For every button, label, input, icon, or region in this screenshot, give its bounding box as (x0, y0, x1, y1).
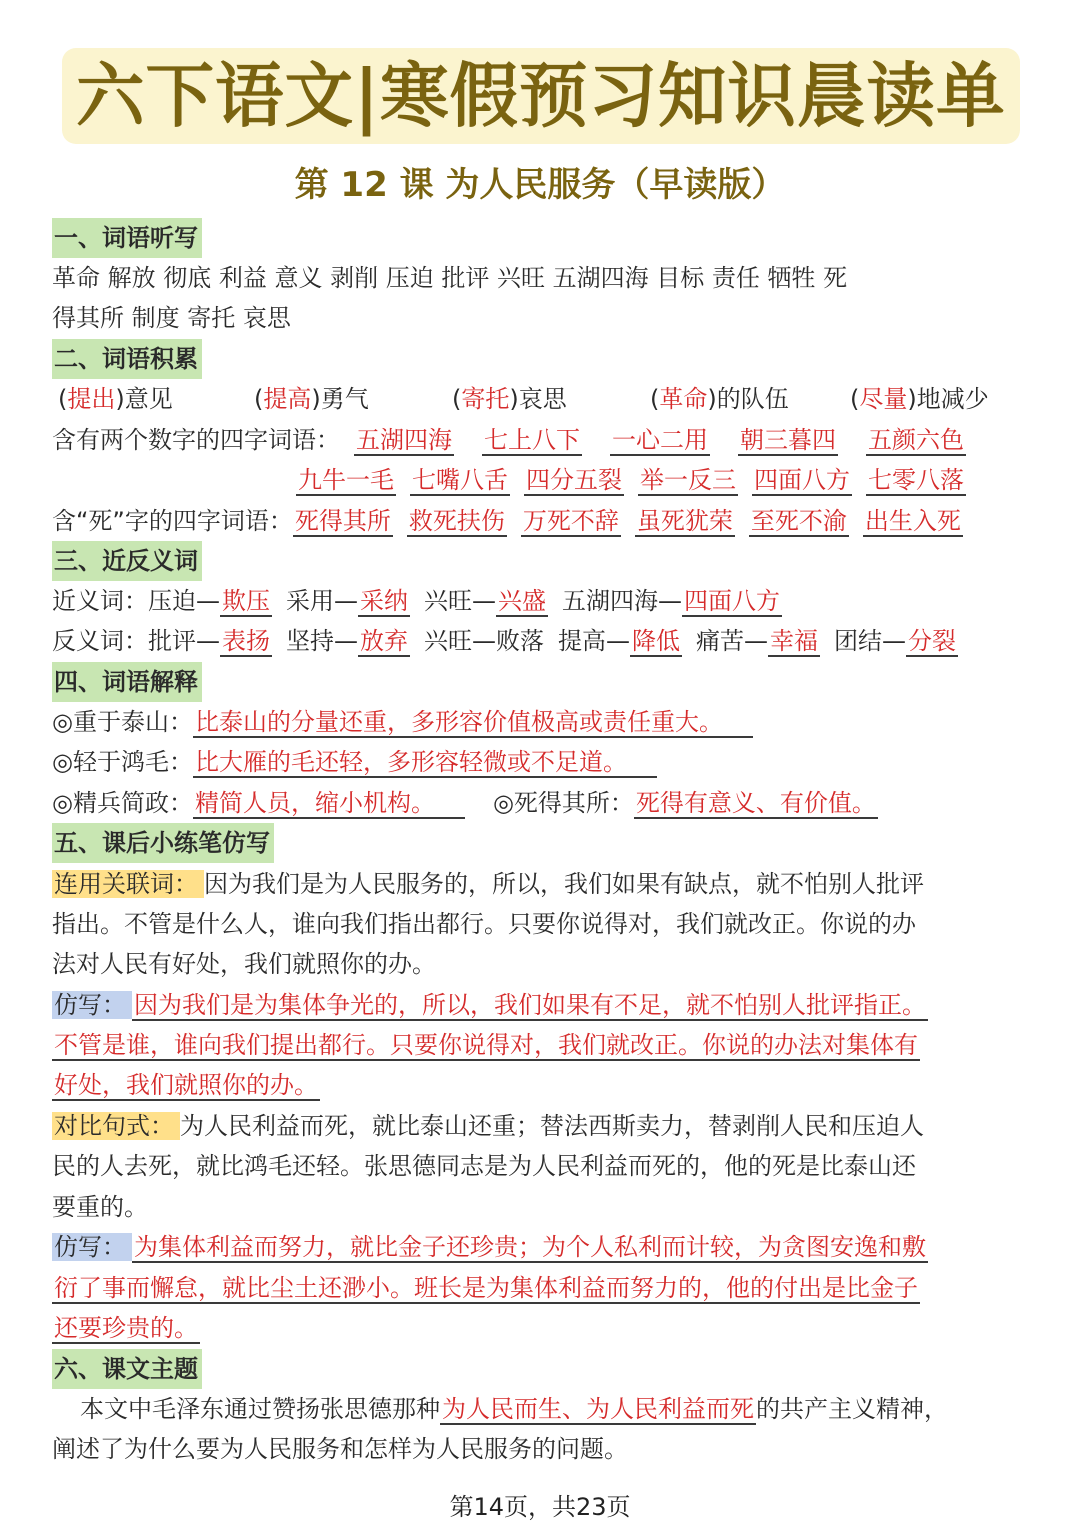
definition-answer: 比大雁的毛还轻，多形容轻微或不足道。 (193, 748, 657, 778)
section-5-heading-row (52, 823, 274, 863)
imitation-answer: 好处，我们就照你的办。 (54, 1071, 318, 1099)
example-text: 因为我们是为人民服务的，所以，我们如果有缺点，就不怕别人批评 (204, 870, 924, 898)
imitation-answer: 为集体利益而努力，就比金子还珍贵；为个人私利而计较，为贪图安逸和敷 (134, 1233, 926, 1261)
lianyong-tag: 连用关联词： (52, 870, 204, 898)
section-1-heading-row (52, 218, 202, 258)
idiom-answer: 九牛一毛 (298, 466, 394, 494)
imitation-1-line-2 (52, 1025, 920, 1065)
idiom-answer: 虽死犹荣 (636, 507, 733, 535)
section-heading: 一、词语听写 (52, 218, 202, 258)
synonym-answer: 采纳 (360, 587, 408, 615)
antonyms-label: 反义词： (52, 627, 148, 655)
imitation-tag: 仿写： (52, 1233, 132, 1261)
imitation-answer: 不管是谁，谁向我们提出都行。只要你说得对，我们就改正。你说的办法对集体有 (54, 1031, 918, 1059)
theme-text: 本文中毛泽东通过赞扬张思德那种 (80, 1395, 440, 1423)
imitation-1-line-3 (52, 1065, 320, 1105)
definition-term: ◎死得其所： (492, 789, 634, 817)
section-heading: 五、课后小练笔仿写 (52, 823, 274, 863)
idiom-answer: 万死不辞 (522, 507, 619, 535)
antonym-answer: 分裂 (908, 627, 956, 655)
dictation-words-line-2: 得其所 制度 寄托 哀思 (52, 304, 291, 332)
lianyong-line-1 (52, 864, 924, 904)
definition-row (52, 742, 657, 782)
antonym-given: 败落 (496, 627, 544, 655)
theme-line-2: 阐述了为什么要为人民服务和怎样为人民服务的问题。 (52, 1435, 628, 1463)
definition-term: ◎精兵简政： (52, 789, 193, 817)
section-6-heading-row (52, 1349, 202, 1389)
idiom-answer: 七零八落 (868, 466, 964, 494)
definition-answer: 比泰山的分量还重，多形容价值极高或责任重大。 (193, 708, 753, 738)
definition-row (52, 783, 878, 823)
fill-item: (尽量)地减少 (850, 385, 989, 413)
page-title: 六下语文|寒假预习知识晨读单 (76, 55, 1006, 137)
definition-answer: 死得有意义、有价值。 (635, 789, 876, 817)
idiom-answer: 出生入死 (864, 507, 961, 535)
idiom-answer: 七上八下 (484, 426, 580, 454)
imitation-1-line-1 (52, 985, 928, 1025)
synonyms-row: 近义词：压迫—欺压 采用—采纳 兴旺—兴盛 五湖四海—四面八方 (52, 587, 780, 615)
page-number: 第14页，共23页 (449, 1493, 631, 1521)
antonym-answer: 降低 (632, 627, 680, 655)
contrast-line-2: 民的人去死，就比鸿毛还轻。张思德同志是为人民利益而死的，他的死是比泰山还 (52, 1152, 916, 1180)
fill-item: (提出)意见 (58, 385, 173, 413)
idiom-answer: 至死不渝 (750, 507, 847, 535)
lianyong-line-3: 法对人民有好处，我们就照你的办。 (52, 950, 436, 978)
contrast-line-1 (52, 1106, 924, 1146)
number-idioms-row-1 (52, 420, 966, 460)
section-3-heading-row (52, 541, 202, 581)
imitation-2-line-3 (52, 1308, 200, 1348)
idiom-answer: 一心二用 (612, 426, 708, 454)
section-heading: 二、词语积累 (52, 339, 202, 379)
antonyms-row: 反义词：批评—表扬 坚持—放弃 兴旺—败落 提高—降低 痛苦—幸福 团结—分裂 (52, 627, 956, 655)
section-2-heading-row (52, 339, 202, 379)
imitation-tag: 仿写： (52, 991, 132, 1019)
synonym-answer: 兴盛 (498, 587, 546, 615)
definition-term: ◎轻于鸿毛： (52, 748, 193, 776)
imitation-answer: 因为我们是为集体争光的，所以，我们如果有不足，就不怕别人批评指正。 (134, 991, 926, 1019)
idiom-answer: 七嘴八舌 (412, 466, 508, 494)
lianyong-line-2: 指出。不管是什么人，谁向我们指出都行。只要你说得对，我们就改正。你说的办 (52, 910, 916, 938)
section-heading: 六、课文主题 (52, 1349, 202, 1389)
fill-item: (寄托)哀思 (452, 385, 567, 413)
section-4-heading-row (52, 662, 202, 702)
antonym-answer: 放弃 (360, 627, 408, 655)
number-idioms-label: 含有两个数字的四字词语： (52, 426, 340, 454)
imitation-answer: 衍了事而懈怠，就比尘土还渺小。班长是为集体利益而努力的，他的付出是比金子 (54, 1274, 918, 1302)
fill-item: (提高)勇气 (254, 385, 369, 413)
synonyms-label: 近义词： (52, 587, 148, 615)
definition-answer: 精简人员，缩小机构。 (193, 789, 465, 819)
section-heading: 三、近反义词 (52, 541, 202, 581)
antonym-answer: 表扬 (222, 627, 270, 655)
fill-item: (革命)的队伍 (650, 385, 789, 413)
idiom-answer: 死得其所 (294, 507, 391, 535)
imitation-2-line-1 (52, 1227, 928, 1267)
title-banner (62, 48, 1020, 144)
theme-line-1 (80, 1389, 948, 1429)
idiom-answer: 五湖四海 (356, 426, 452, 454)
si-idioms-row (52, 501, 963, 541)
imitation-2-line-2 (52, 1268, 920, 1308)
number-idioms-row-2 (296, 460, 966, 500)
idiom-answer: 四面八方 (754, 466, 850, 494)
lesson-subtitle: 第 12 课 为人民服务（早读版） (294, 165, 786, 205)
fill-blank-row (58, 379, 989, 419)
definition-row (52, 702, 753, 742)
idiom-answer: 五颜六色 (868, 426, 964, 454)
contrast-line-3: 要重的。 (52, 1193, 148, 1221)
si-idioms-label: 含“死”字的四字词语： (52, 507, 293, 535)
antonym-answer: 幸福 (770, 627, 818, 655)
idiom-answer: 四分五裂 (526, 466, 622, 494)
synonym-answer: 四面八方 (684, 587, 780, 615)
idiom-answer: 举一反三 (640, 466, 736, 494)
example-text: 为人民利益而死，就比泰山还重；替法西斯卖力，替剥削人民和压迫人 (180, 1112, 924, 1140)
section-heading: 四、词语解释 (52, 662, 202, 702)
idiom-answer: 救死扶伤 (408, 507, 505, 535)
theme-text: 的共产主义精神， (756, 1395, 948, 1423)
contrast-tag: 对比句式： (52, 1112, 180, 1140)
synonym-answer: 欺压 (222, 587, 270, 615)
dictation-words-line-1: 革命 解放 彻底 利益 意义 剥削 压迫 批评 兴旺 五湖四海 目标 责任 牺牲 死 (52, 264, 848, 292)
definition-term: ◎重于泰山： (52, 708, 193, 736)
idiom-answer: 朝三暮四 (740, 426, 836, 454)
theme-answer: 为人民而生、为人民利益而死 (442, 1395, 754, 1423)
imitation-answer: 还要珍贵的。 (54, 1314, 198, 1342)
